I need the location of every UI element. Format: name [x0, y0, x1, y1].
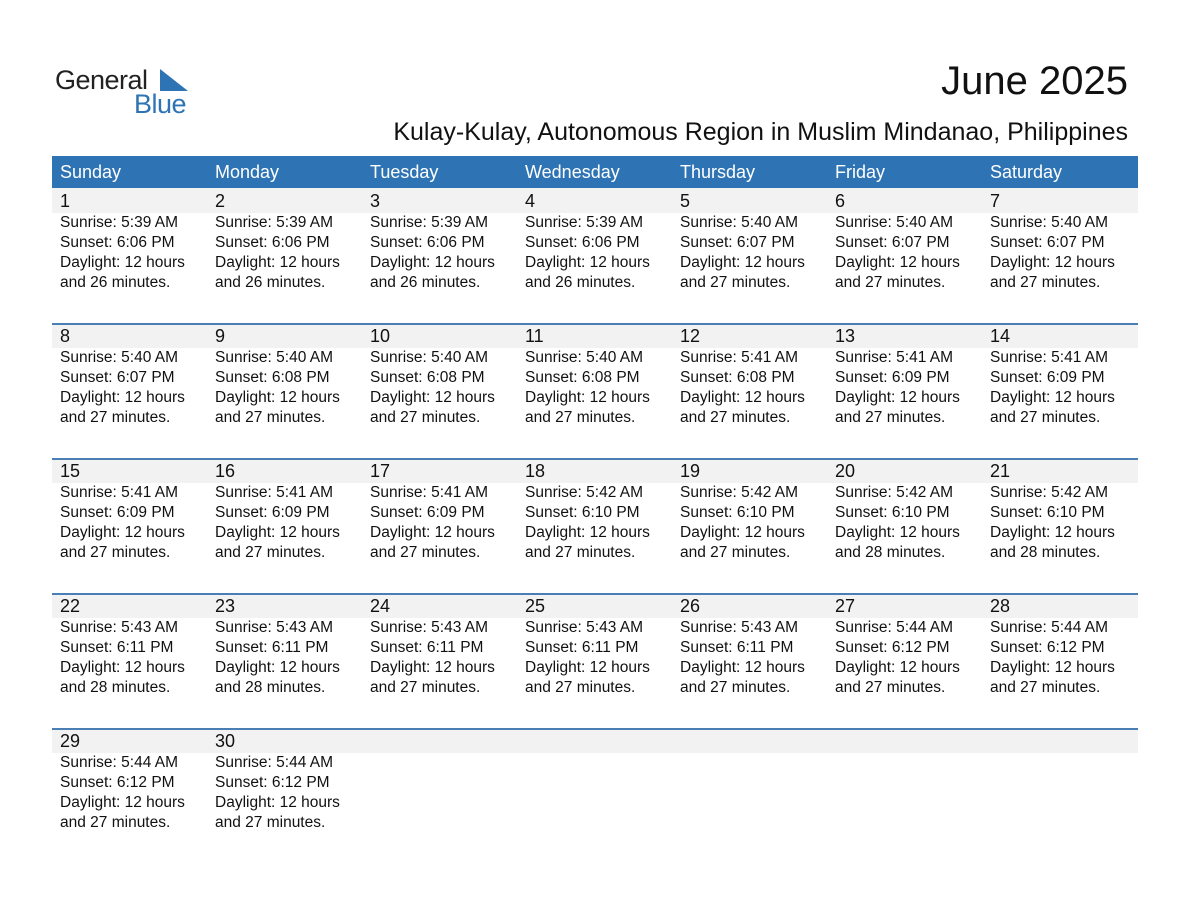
day-number: 2	[215, 191, 226, 211]
day-number: 23	[215, 596, 236, 616]
sunset-text: Sunset: 6:10 PM	[990, 504, 1105, 521]
sunset-text: Sunset: 6:12 PM	[215, 774, 330, 791]
day-cell	[517, 323, 672, 458]
daylight-minutes-text: and 28 minutes.	[60, 679, 171, 696]
sunrise-text: Sunrise: 5:44 AM	[835, 619, 954, 636]
sunrise-text: Sunrise: 5:43 AM	[60, 619, 179, 636]
sunrise-text: Sunrise: 5:40 AM	[60, 349, 179, 366]
sunrise-text: Sunrise: 5:40 AM	[680, 214, 799, 231]
day-number: 9	[215, 326, 226, 346]
sunset-text: Sunset: 6:08 PM	[680, 369, 795, 386]
daylight-text: Daylight: 12 hours	[215, 524, 340, 541]
sunrise-text: Sunrise: 5:41 AM	[990, 349, 1109, 366]
sunset-text: Sunset: 6:10 PM	[680, 504, 795, 521]
calendar-week	[52, 458, 1138, 593]
sunrise-text: Sunrise: 5:41 AM	[370, 484, 489, 501]
day-number: 29	[60, 731, 81, 751]
sunrise-text: Sunrise: 5:40 AM	[215, 349, 334, 366]
day-cell	[207, 458, 362, 593]
day-number: 14	[990, 326, 1011, 346]
daylight-minutes-text: and 26 minutes.	[370, 274, 481, 291]
weekday-saturday: Saturday	[990, 162, 1063, 182]
daylight-text: Daylight: 12 hours	[525, 254, 650, 271]
sunset-text: Sunset: 6:10 PM	[525, 504, 640, 521]
day-cell	[362, 188, 517, 323]
daylight-text: Daylight: 12 hours	[215, 659, 340, 676]
day-number: 10	[370, 326, 391, 346]
daylight-text: Daylight: 12 hours	[680, 389, 805, 406]
daylight-minutes-text: and 27 minutes.	[680, 274, 791, 291]
day-cell	[362, 323, 517, 458]
daylight-minutes-text: and 26 minutes.	[525, 274, 636, 291]
logo-blue-text: Blue	[134, 89, 187, 119]
sunset-text: Sunset: 6:06 PM	[370, 234, 485, 251]
daylight-text: Daylight: 12 hours	[215, 389, 340, 406]
daylight-text: Daylight: 12 hours	[990, 659, 1115, 676]
day-cell	[52, 458, 207, 593]
sunrise-text: Sunrise: 5:44 AM	[990, 619, 1109, 636]
location-subtitle: Kulay-Kulay, Autonomous Region in Muslim Mindanao, Philippines	[393, 118, 1128, 146]
day-cell	[207, 323, 362, 458]
sunset-text: Sunset: 6:09 PM	[990, 369, 1105, 386]
daylight-text: Daylight: 12 hours	[525, 524, 650, 541]
daylight-minutes-text: and 27 minutes.	[215, 409, 326, 426]
daylight-minutes-text: and 27 minutes.	[835, 409, 946, 426]
sunrise-text: Sunrise: 5:41 AM	[215, 484, 334, 501]
sunrise-text: Sunrise: 5:44 AM	[60, 754, 179, 771]
sunset-text: Sunset: 6:07 PM	[835, 234, 950, 251]
day-number: 20	[835, 461, 856, 481]
day-number: 28	[990, 596, 1011, 616]
daylight-minutes-text: and 27 minutes.	[215, 544, 326, 561]
sunrise-text: Sunrise: 5:40 AM	[525, 349, 644, 366]
sunset-text: Sunset: 6:11 PM	[680, 639, 794, 656]
day-cell	[672, 188, 827, 323]
sunset-text: Sunset: 6:12 PM	[990, 639, 1105, 656]
sunset-text: Sunset: 6:09 PM	[215, 504, 330, 521]
day-number: 16	[215, 461, 236, 481]
day-number: 15	[60, 461, 81, 481]
day-number: 6	[835, 191, 846, 211]
sunset-text: Sunset: 6:08 PM	[370, 369, 485, 386]
day-cell	[207, 728, 362, 863]
day-number: 12	[680, 326, 701, 346]
sunrise-text: Sunrise: 5:43 AM	[680, 619, 799, 636]
sunrise-text: Sunrise: 5:42 AM	[990, 484, 1109, 501]
sunset-text: Sunset: 6:11 PM	[370, 639, 484, 656]
sunset-text: Sunset: 6:11 PM	[525, 639, 639, 656]
day-number: 11	[525, 326, 544, 346]
daylight-minutes-text: and 27 minutes.	[990, 409, 1101, 426]
day-cell	[827, 323, 982, 458]
day-cell	[207, 188, 362, 323]
day-number: 3	[370, 191, 381, 211]
daylight-minutes-text: and 27 minutes.	[680, 409, 791, 426]
sunset-text: Sunset: 6:11 PM	[215, 639, 329, 656]
day-cell	[52, 728, 207, 863]
sunrise-text: Sunrise: 5:39 AM	[525, 214, 644, 231]
day-number: 8	[60, 326, 71, 346]
day-number: 13	[835, 326, 856, 346]
daylight-minutes-text: and 27 minutes.	[680, 679, 791, 696]
daylight-text: Daylight: 12 hours	[370, 389, 495, 406]
daylight-text: Daylight: 12 hours	[990, 389, 1115, 406]
daylight-minutes-text: and 28 minutes.	[215, 679, 326, 696]
sunrise-text: Sunrise: 5:43 AM	[215, 619, 334, 636]
calendar-week	[52, 593, 1138, 728]
day-cell	[362, 458, 517, 593]
daylight-text: Daylight: 12 hours	[680, 254, 805, 271]
sunrise-text: Sunrise: 5:41 AM	[60, 484, 179, 501]
daylight-text: Daylight: 12 hours	[370, 254, 495, 271]
sunset-text: Sunset: 6:06 PM	[215, 234, 330, 251]
daylight-minutes-text: and 27 minutes.	[525, 409, 636, 426]
sunset-text: Sunset: 6:07 PM	[680, 234, 795, 251]
day-cell	[982, 323, 1137, 458]
day-cell	[52, 323, 207, 458]
weekday-thursday: Thursday	[680, 162, 756, 182]
daylight-text: Daylight: 12 hours	[680, 659, 805, 676]
daylight-minutes-text: and 27 minutes.	[60, 544, 171, 561]
daylight-minutes-text: and 27 minutes.	[60, 814, 171, 831]
daylight-text: Daylight: 12 hours	[835, 389, 960, 406]
day-number: 26	[680, 596, 701, 616]
day-cell	[672, 458, 827, 593]
daylight-text: Daylight: 12 hours	[835, 659, 960, 676]
sunrise-text: Sunrise: 5:40 AM	[835, 214, 954, 231]
day-number: 25	[525, 596, 546, 616]
sunset-text: Sunset: 6:12 PM	[60, 774, 175, 791]
day-number: 19	[680, 461, 701, 481]
calendar-week	[52, 728, 1138, 863]
daylight-minutes-text: and 28 minutes.	[990, 544, 1101, 561]
daylight-minutes-text: and 27 minutes.	[370, 409, 481, 426]
day-cell	[517, 458, 672, 593]
day-cell	[207, 593, 362, 728]
weekday-monday: Monday	[215, 162, 280, 182]
daylight-minutes-text: and 27 minutes.	[835, 274, 946, 291]
day-number: 4	[525, 191, 536, 211]
daylight-text: Daylight: 12 hours	[680, 524, 805, 541]
daylight-minutes-text: and 27 minutes.	[835, 679, 946, 696]
sunrise-text: Sunrise: 5:43 AM	[370, 619, 489, 636]
weekday-friday: Friday	[835, 162, 886, 182]
day-number: 30	[215, 731, 236, 751]
sunrise-text: Sunrise: 5:44 AM	[215, 754, 334, 771]
daylight-minutes-text: and 26 minutes.	[215, 274, 326, 291]
daylight-text: Daylight: 12 hours	[525, 659, 650, 676]
day-cell	[52, 593, 207, 728]
weekday-tuesday: Tuesday	[370, 162, 439, 182]
sunset-text: Sunset: 6:09 PM	[60, 504, 175, 521]
day-cell	[982, 593, 1137, 728]
sunset-text: Sunset: 6:10 PM	[835, 504, 950, 521]
sunrise-text: Sunrise: 5:41 AM	[680, 349, 799, 366]
daylight-minutes-text: and 27 minutes.	[990, 274, 1101, 291]
day-number: 18	[525, 461, 546, 481]
sunset-text: Sunset: 6:07 PM	[60, 369, 175, 386]
daylight-text: Daylight: 12 hours	[370, 659, 495, 676]
daylight-text: Daylight: 12 hours	[990, 254, 1115, 271]
sunrise-text: Sunrise: 5:39 AM	[215, 214, 334, 231]
sunrise-text: Sunrise: 5:42 AM	[680, 484, 799, 501]
day-cell	[517, 593, 672, 728]
day-cell	[827, 188, 982, 323]
day-cell	[827, 458, 982, 593]
calendar-grid	[52, 156, 1138, 863]
sunset-text: Sunset: 6:09 PM	[835, 369, 950, 386]
day-number: 21	[990, 461, 1011, 481]
sunrise-text: Sunrise: 5:39 AM	[60, 214, 179, 231]
page-title: June 2025	[941, 59, 1128, 103]
sunrise-text: Sunrise: 5:42 AM	[835, 484, 954, 501]
logo	[55, 64, 205, 120]
day-cell	[827, 593, 982, 728]
daylight-text: Daylight: 12 hours	[835, 254, 960, 271]
sunrise-text: Sunrise: 5:41 AM	[835, 349, 954, 366]
day-cell	[672, 593, 827, 728]
daylight-text: Daylight: 12 hours	[990, 524, 1115, 541]
calendar-weeks	[52, 188, 1138, 863]
sunrise-text: Sunrise: 5:40 AM	[990, 214, 1109, 231]
day-number: 27	[835, 596, 856, 616]
daylight-text: Daylight: 12 hours	[835, 524, 960, 541]
day-cell	[517, 188, 672, 323]
weekday-wednesday: Wednesday	[525, 162, 620, 182]
day-number: 22	[60, 596, 81, 616]
daylight-text: Daylight: 12 hours	[215, 254, 340, 271]
daylight-minutes-text: and 26 minutes.	[60, 274, 171, 291]
sunset-text: Sunset: 6:08 PM	[525, 369, 640, 386]
logo-general-text: General	[55, 65, 148, 95]
daylight-text: Daylight: 12 hours	[215, 794, 340, 811]
daylight-text: Daylight: 12 hours	[60, 794, 185, 811]
daylight-minutes-text: and 27 minutes.	[680, 544, 791, 561]
sunset-text: Sunset: 6:11 PM	[60, 639, 174, 656]
daylight-minutes-text: and 27 minutes.	[215, 814, 326, 831]
daylight-text: Daylight: 12 hours	[370, 524, 495, 541]
sunrise-text: Sunrise: 5:43 AM	[525, 619, 644, 636]
sunset-text: Sunset: 6:12 PM	[835, 639, 950, 656]
day-cell	[982, 188, 1137, 323]
daylight-minutes-text: and 27 minutes.	[525, 679, 636, 696]
sunset-text: Sunset: 6:08 PM	[215, 369, 330, 386]
day-number: 17	[370, 461, 391, 481]
day-number: 1	[60, 191, 71, 211]
daylight-text: Daylight: 12 hours	[60, 389, 185, 406]
day-cell	[982, 458, 1137, 593]
daylight-text: Daylight: 12 hours	[525, 389, 650, 406]
daylight-minutes-text: and 27 minutes.	[370, 544, 481, 561]
calendar-week	[52, 188, 1138, 323]
daylight-minutes-text: and 27 minutes.	[990, 679, 1101, 696]
day-number: 24	[370, 596, 391, 616]
calendar-week	[52, 323, 1138, 458]
daylight-text: Daylight: 12 hours	[60, 659, 185, 676]
daylight-minutes-text: and 27 minutes.	[370, 679, 481, 696]
sunset-text: Sunset: 6:06 PM	[60, 234, 175, 251]
sunset-text: Sunset: 6:09 PM	[370, 504, 485, 521]
weekday-header	[52, 156, 1138, 188]
daylight-text: Daylight: 12 hours	[60, 524, 185, 541]
weekday-sunday: Sunday	[60, 162, 122, 182]
sunrise-text: Sunrise: 5:39 AM	[370, 214, 489, 231]
daylight-minutes-text: and 27 minutes.	[60, 409, 171, 426]
daylight-minutes-text: and 27 minutes.	[525, 544, 636, 561]
daylight-text: Daylight: 12 hours	[60, 254, 185, 271]
day-cell	[672, 323, 827, 458]
sunset-text: Sunset: 6:06 PM	[525, 234, 640, 251]
daylight-minutes-text: and 28 minutes.	[835, 544, 946, 561]
sunrise-text: Sunrise: 5:40 AM	[370, 349, 489, 366]
sunset-text: Sunset: 6:07 PM	[990, 234, 1105, 251]
day-number: 7	[990, 191, 1001, 211]
sunrise-text: Sunrise: 5:42 AM	[525, 484, 644, 501]
day-number: 5	[680, 191, 691, 211]
day-cell	[52, 188, 207, 323]
day-cell	[362, 593, 517, 728]
